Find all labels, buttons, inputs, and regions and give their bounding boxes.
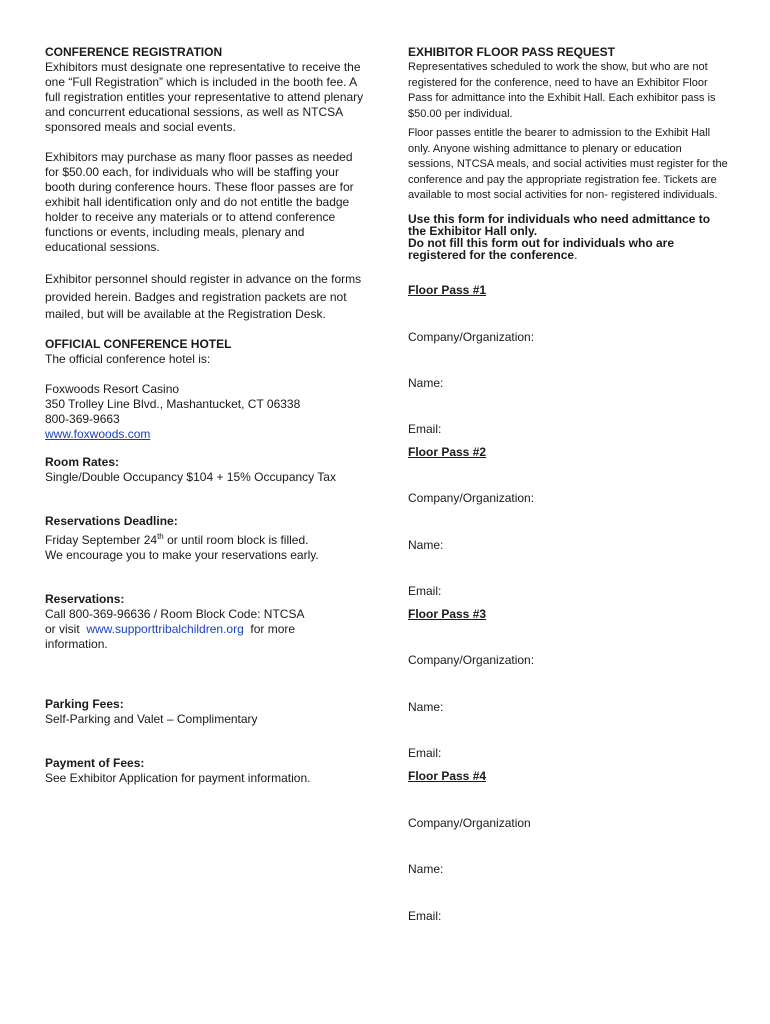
- support-tribal-children-link[interactable]: www.supporttribalchildren.org: [86, 621, 244, 636]
- company-field[interactable]: Company/Organization:: [408, 490, 535, 505]
- company-field[interactable]: Company/Organization:: [408, 652, 535, 667]
- exclusion-note: Do not fill this form out for individuals who are registered for the conference.: [408, 235, 674, 262]
- registration-para-2: Exhibitors may purchase as many floor passes as needed for $50.00 each, for individuals who will be staffing your booth during conference hours. These floor passes are for exhibit hall identification only and do not entitle the badge holder to receive any materials or to attend conference functions or events, including meals, plenary and educational sessions.: [45, 150, 354, 254]
- floor-pass-2: [408, 445, 730, 599]
- hotel-heading: OFFICIAL CONFERENCE HOTEL: [45, 336, 232, 351]
- floor-pass-title: Floor Pass #4: [408, 768, 487, 783]
- room-rates-text: Single/Double Occupancy $104 + 15% Occupancy Tax: [45, 469, 336, 484]
- email-field[interactable]: Email:: [408, 583, 442, 598]
- hotel-intro: The official conference hotel is:: [45, 351, 211, 366]
- email-field[interactable]: Email:: [408, 745, 442, 760]
- room-rates-heading: Room Rates:: [45, 454, 120, 469]
- deadline-heading: Reservations Deadline:: [45, 513, 178, 528]
- parking-text: Self-Parking and Valet – Complimentary: [45, 711, 258, 726]
- name-field[interactable]: Name:: [408, 537, 444, 552]
- hotel-name: Foxwoods Resort Casino: [45, 381, 180, 396]
- reservations-heading: Reservations:: [45, 591, 125, 606]
- reservations-line-3: information.: [45, 636, 108, 651]
- hotel-phone: 800-369-9663: [45, 411, 120, 426]
- name-field[interactable]: Name:: [408, 861, 444, 876]
- floor-pass-4: [408, 769, 730, 924]
- registration-para-1: Exhibitors must designate one representative to receive the one “Full Registration” which is included in the booth fee. A full registration entitles your representative to attend plenary and concurrent educational sessions, as well as NTCSA sponsored meals and social events.: [45, 60, 364, 134]
- company-field[interactable]: Company/Organization: [408, 815, 531, 830]
- name-field[interactable]: Name:: [408, 375, 444, 390]
- floor-pass-para-1: Representatives scheduled to work the show, but who are not registered for the conference, need to have an Exhibitor Floor Pass for admittance into the Exhibit Hall. Each exhibitor pass is $50.00 per individual.: [408, 61, 716, 120]
- floor-pass-title: Floor Pass #2: [408, 444, 487, 459]
- floor-pass-para-2: Floor passes entitle the bearer to admission to the Exhibit Hall only. Anyone wishing admittance to plenary or education sessions, NTCSA meals, and social activities must register for the conference and pay the appropriate registration fee. Tickets are available to most social activities for non- registered individuals.: [408, 127, 728, 201]
- floor-pass-3: [408, 607, 730, 761]
- floor-pass-request-heading: EXHIBITOR FLOOR PASS REQUEST: [408, 45, 615, 59]
- company-field[interactable]: Company/Organization:: [408, 329, 535, 344]
- hotel-website-link[interactable]: www.foxwoods.com: [45, 426, 151, 441]
- registration-heading: CONFERENCE REGISTRATION: [45, 45, 223, 59]
- floor-pass-title: Floor Pass #1: [408, 282, 487, 297]
- payment-heading: Payment of Fees:: [45, 755, 145, 770]
- usage-note: Use this form for individuals who need admittance to the Exhibitor Hall only.: [408, 211, 711, 238]
- right-column: [408, 45, 730, 924]
- reservations-line-1: Call 800-369-96636 / Room Block Code: NTCSA: [45, 606, 305, 621]
- email-field[interactable]: Email:: [408, 908, 442, 923]
- floor-pass-1: [408, 283, 730, 437]
- deadline-line-1: Friday September 24th or until room block is filled.: [45, 531, 309, 547]
- deadline-line-2: We encourage you to make your reservations early.: [45, 547, 319, 562]
- payment-text: See Exhibitor Application for payment information.: [45, 770, 311, 785]
- email-field[interactable]: Email:: [408, 421, 442, 436]
- parking-heading: Parking Fees:: [45, 696, 124, 711]
- name-field[interactable]: Name:: [408, 699, 444, 714]
- registration-para-3: Exhibitor personnel should register in advance on the forms provided herein. Badges and registration packets are not mailed, but will be available at the Registration Desk.: [45, 272, 362, 321]
- floor-pass-title: Floor Pass #3: [408, 606, 487, 621]
- hotel-address: 350 Trolley Line Blvd., Mashantucket, CT 06338: [45, 396, 301, 411]
- left-column: [45, 45, 365, 786]
- reservations-line-2: or visit www.supporttribalchildren.org for more: [45, 621, 296, 636]
